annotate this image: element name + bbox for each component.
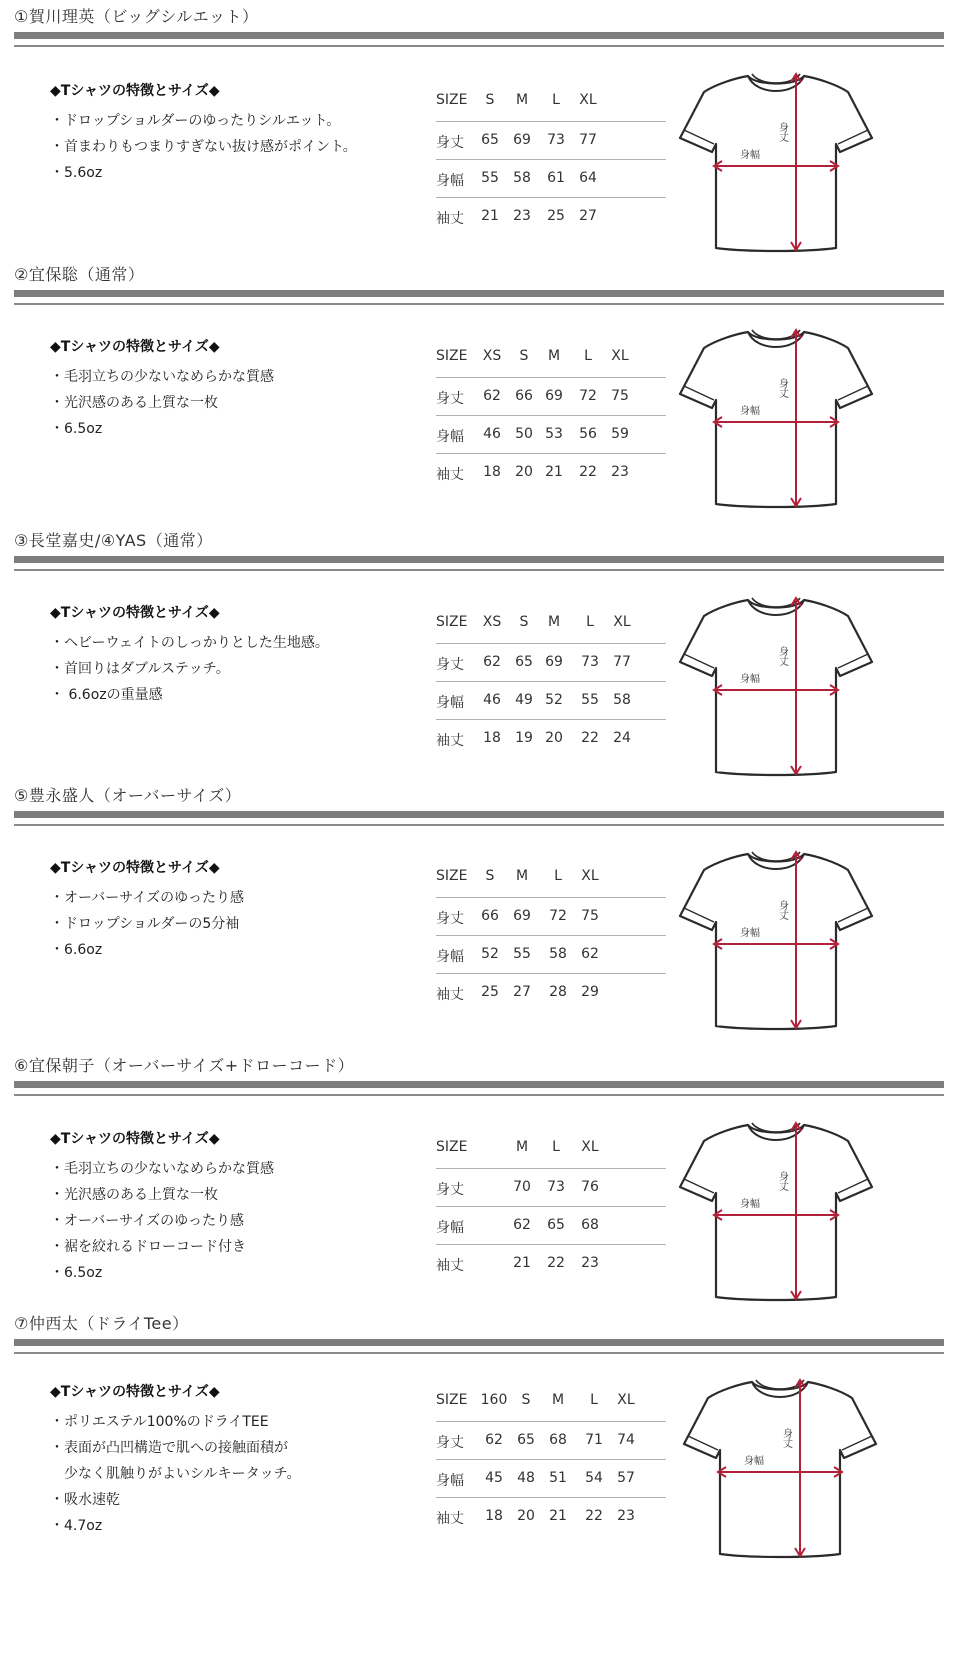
size-value-cell: 72 — [579, 388, 597, 404]
row-label: 身幅 — [436, 173, 464, 189]
row-label: 身丈 — [436, 1435, 464, 1451]
size-value-cell: 77 — [613, 654, 631, 670]
size-value-cell: 62 — [483, 654, 501, 670]
feature-item: ・表面が凸凹構造で肌への接触面積が — [50, 1440, 288, 1456]
size-value-cell: 55 — [581, 692, 599, 708]
tshirt-diagram — [676, 840, 876, 1050]
feature-item: ・光沢感のある上質な一枚 — [50, 1187, 218, 1203]
size-value-cell: 22 — [547, 1255, 565, 1271]
row-label: 袖丈 — [436, 987, 464, 1003]
size-table-header — [436, 1384, 666, 1422]
feature-item: ・ポリエステル100%のドライTEE — [50, 1414, 269, 1430]
size-header-cell: M — [515, 92, 529, 108]
tshirt-svg — [680, 1368, 880, 1578]
size-table-row — [436, 454, 666, 492]
features-heading: ◆Tシャツの特徴とサイズ◆ — [50, 1131, 220, 1147]
size-table — [436, 1384, 666, 1536]
length-label: 身丈 — [776, 378, 788, 398]
tshirt-outline — [680, 854, 872, 1029]
size-value-cell: 62 — [581, 946, 599, 962]
size-header-label: SIZE — [436, 92, 468, 108]
tshirt-svg — [676, 318, 876, 528]
size-table-row — [436, 682, 666, 720]
row-label: 袖丈 — [436, 1258, 464, 1274]
section-title: ⑤豊永盛人（オーバーサイズ） — [14, 786, 242, 805]
size-value-cell: 25 — [547, 208, 565, 224]
size-table-row — [436, 1460, 666, 1498]
size-table-header — [436, 860, 666, 898]
size-value-cell: 50 — [515, 426, 533, 442]
size-value-cell: 64 — [579, 170, 597, 186]
tshirt-outline — [684, 1382, 876, 1557]
row-label: 身幅 — [436, 1220, 464, 1236]
size-value-cell: 58 — [549, 946, 567, 962]
section-divider-thin — [14, 45, 944, 47]
length-label: 身丈 — [776, 646, 788, 666]
length-label: 身丈 — [780, 1428, 792, 1448]
size-value-cell: 54 — [585, 1470, 603, 1486]
size-table-row — [436, 1207, 666, 1245]
size-header-cell: S — [485, 868, 495, 884]
size-table-row — [436, 378, 666, 416]
size-header-cell: XL — [581, 868, 599, 884]
row-label: 身丈 — [436, 1182, 464, 1198]
section-divider-thin — [14, 1094, 944, 1096]
size-value-cell: 20 — [517, 1508, 535, 1524]
tshirt-diagram — [676, 62, 876, 272]
size-value-cell: 45 — [485, 1470, 503, 1486]
row-label: 袖丈 — [436, 1511, 464, 1527]
size-table-row — [436, 974, 666, 1012]
feature-item: ・毛羽立ちの少ないなめらかな質感 — [50, 369, 274, 385]
length-label: 身丈 — [776, 1171, 788, 1191]
size-value-cell: 58 — [613, 692, 631, 708]
width-label: 身幅 — [740, 150, 760, 161]
size-value-cell: 28 — [549, 984, 567, 1000]
width-label: 身幅 — [744, 1456, 764, 1467]
feature-item: ・首まわりもつまりすぎない抜け感がポイント。 — [50, 139, 357, 155]
size-header-cell: L — [586, 614, 594, 630]
size-header-cell: XL — [611, 348, 629, 364]
size-value-cell: 18 — [483, 730, 501, 746]
row-label: 身丈 — [436, 391, 464, 407]
size-value-cell: 53 — [545, 426, 563, 442]
size-table-header — [436, 340, 666, 378]
size-value-cell: 69 — [545, 388, 563, 404]
size-value-cell: 49 — [515, 692, 533, 708]
section-divider-thick — [14, 32, 944, 39]
size-value-cell: 23 — [611, 464, 629, 480]
size-table-row — [436, 160, 666, 198]
size-header-cell: M — [551, 1392, 565, 1408]
features-heading: ◆Tシャツの特徴とサイズ◆ — [50, 605, 220, 621]
section-divider-thick — [14, 1339, 944, 1346]
feature-item: ・4.7oz — [50, 1518, 103, 1534]
size-header-cell: XL — [579, 92, 597, 108]
size-header-cell: S — [519, 614, 529, 630]
size-value-cell: 66 — [515, 388, 533, 404]
row-label: 袖丈 — [436, 733, 464, 749]
features-list — [50, 855, 244, 963]
size-header-cell: XL — [613, 614, 631, 630]
size-table-row — [436, 416, 666, 454]
row-label: 袖丈 — [436, 211, 464, 227]
size-value-cell: 61 — [547, 170, 565, 186]
size-table-row — [436, 1498, 666, 1536]
feature-item: ・ドロップショルダーのゆったりシルエット。 — [50, 113, 341, 129]
size-table — [436, 84, 666, 236]
size-value-cell: 51 — [549, 1470, 567, 1486]
size-table-header — [436, 606, 666, 644]
section-divider-thin — [14, 303, 944, 305]
length-label: 身丈 — [776, 900, 788, 920]
row-label: 身幅 — [436, 695, 464, 711]
size-header-cell: XS — [482, 614, 502, 630]
size-value-cell: 19 — [515, 730, 533, 746]
section-divider-thick — [14, 556, 944, 563]
features-list — [50, 1379, 301, 1539]
size-value-cell: 62 — [485, 1432, 503, 1448]
width-label: 身幅 — [740, 406, 760, 417]
section-divider-thin — [14, 824, 944, 826]
features-list — [50, 334, 274, 442]
tshirt-svg — [676, 1111, 876, 1321]
size-header-cell: S — [519, 348, 529, 364]
feature-item: ・6.6oz — [50, 942, 103, 958]
size-value-cell: 58 — [513, 170, 531, 186]
size-value-cell: 55 — [481, 170, 499, 186]
size-table-row — [436, 720, 666, 758]
section-divider-thick — [14, 811, 944, 818]
size-value-cell: 25 — [481, 984, 499, 1000]
size-header-cell: L — [584, 348, 592, 364]
tshirt-diagram — [676, 586, 876, 796]
size-table — [436, 1131, 666, 1283]
size-value-cell: 52 — [481, 946, 499, 962]
size-header-cell: L — [552, 1139, 560, 1155]
tshirt-outline — [680, 76, 872, 251]
size-header-cell: 160 — [480, 1392, 508, 1408]
section-title: ③長堂嘉史/④YAS（通常） — [14, 531, 213, 550]
size-value-cell: 55 — [513, 946, 531, 962]
size-value-cell: 73 — [581, 654, 599, 670]
size-header-label: SIZE — [436, 1139, 468, 1155]
features-list — [50, 600, 329, 708]
features-heading: ◆Tシャツの特徴とサイズ◆ — [50, 83, 220, 99]
size-value-cell: 65 — [517, 1432, 535, 1448]
size-value-cell: 52 — [545, 692, 563, 708]
tshirt-diagram — [680, 1368, 880, 1578]
size-value-cell: 59 — [611, 426, 629, 442]
size-value-cell: 24 — [613, 730, 631, 746]
length-label: 身丈 — [776, 122, 788, 142]
feature-item: ・光沢感のある上質な一枚 — [50, 395, 218, 411]
size-header-cell: L — [552, 92, 560, 108]
size-value-cell: 65 — [481, 132, 499, 148]
section-title: ⑦仲西太（ドライTee） — [14, 1314, 189, 1333]
row-label: 身丈 — [436, 657, 464, 673]
feature-item: ・裾を絞れるドローコード付き — [50, 1239, 246, 1255]
feature-item: ・毛羽立ちの少ないなめらかな質感 — [50, 1161, 274, 1177]
size-value-cell: 27 — [579, 208, 597, 224]
size-value-cell: 69 — [513, 132, 531, 148]
size-value-cell: 23 — [617, 1508, 635, 1524]
tshirt-outline — [680, 332, 872, 507]
size-header-label: SIZE — [436, 348, 468, 364]
features-list — [50, 78, 357, 186]
size-value-cell: 48 — [517, 1470, 535, 1486]
size-value-cell: 62 — [483, 388, 501, 404]
size-value-cell: 27 — [513, 984, 531, 1000]
tshirt-outline — [680, 1125, 872, 1300]
size-value-cell: 74 — [617, 1432, 635, 1448]
size-value-cell: 46 — [483, 426, 501, 442]
feature-item: ・オーバーサイズのゆったり感 — [50, 890, 245, 906]
features-heading: ◆Tシャツの特徴とサイズ◆ — [50, 860, 220, 876]
size-value-cell: 71 — [585, 1432, 603, 1448]
row-label: 袖丈 — [436, 467, 464, 483]
size-table-row — [436, 898, 666, 936]
section-title: ②宜保聡（通常） — [14, 265, 145, 284]
size-table-row — [436, 1245, 666, 1283]
size-value-cell: 65 — [547, 1217, 565, 1233]
feature-item: ・5.6oz — [50, 165, 103, 181]
row-label: 身丈 — [436, 911, 464, 927]
size-value-cell: 22 — [581, 730, 599, 746]
size-table-header — [436, 84, 666, 122]
size-header-label: SIZE — [436, 1392, 468, 1408]
size-table-row — [436, 1422, 666, 1460]
tshirt-diagram — [676, 1111, 876, 1321]
features-heading: ◆Tシャツの特徴とサイズ◆ — [50, 1384, 220, 1400]
size-table-header — [436, 1131, 666, 1169]
feature-item: ・オーバーサイズのゆったり感 — [50, 1213, 245, 1229]
size-value-cell: 18 — [483, 464, 501, 480]
size-value-cell: 73 — [547, 1179, 565, 1195]
width-label: 身幅 — [740, 674, 760, 685]
feature-item: ・ヘビーウェイトのしっかりとした生地感。 — [50, 635, 329, 651]
size-value-cell: 77 — [579, 132, 597, 148]
size-header-cell: XL — [617, 1392, 635, 1408]
size-table-row — [436, 122, 666, 160]
tshirt-svg — [676, 840, 876, 1050]
size-header-label: SIZE — [436, 614, 468, 630]
size-table-row — [436, 936, 666, 974]
size-header-cell: S — [521, 1392, 531, 1408]
size-value-cell: 21 — [545, 464, 563, 480]
size-value-cell: 29 — [581, 984, 599, 1000]
section-title: ⑥宜保朝子（オーバーサイズ+ドローコード） — [14, 1056, 355, 1075]
row-label: 身幅 — [436, 429, 464, 445]
width-label: 身幅 — [740, 928, 760, 939]
size-value-cell: 22 — [579, 464, 597, 480]
tshirt-diagram — [676, 318, 876, 528]
width-label: 身幅 — [740, 1199, 760, 1210]
feature-item: ・ドロップショルダーの5分袖 — [50, 916, 240, 932]
size-value-cell: 75 — [581, 908, 599, 924]
feature-item: 少なく肌触りがよいシルキータッチ。 — [50, 1466, 301, 1482]
feature-item: ・吸水速乾 — [50, 1492, 120, 1508]
size-table — [436, 606, 666, 758]
section-divider-thick — [14, 1081, 944, 1088]
size-value-cell: 20 — [515, 464, 533, 480]
size-value-cell: 62 — [513, 1217, 531, 1233]
size-value-cell: 76 — [581, 1179, 599, 1195]
size-table-row — [436, 198, 666, 236]
size-header-cell: XL — [581, 1139, 599, 1155]
feature-item: ・首回りはダブルステッチ。 — [50, 661, 230, 677]
size-value-cell: 72 — [549, 908, 567, 924]
size-value-cell: 21 — [549, 1508, 567, 1524]
size-value-cell: 23 — [581, 1255, 599, 1271]
size-header-cell: S — [485, 92, 495, 108]
size-value-cell: 18 — [485, 1508, 503, 1524]
size-header-cell: L — [554, 868, 562, 884]
feature-item: ・6.5oz — [50, 421, 103, 437]
row-label: 身幅 — [436, 949, 464, 965]
size-header-cell: M — [515, 868, 529, 884]
features-heading: ◆Tシャツの特徴とサイズ◆ — [50, 339, 220, 355]
size-value-cell: 68 — [549, 1432, 567, 1448]
size-value-cell: 75 — [611, 388, 629, 404]
size-header-label: SIZE — [436, 868, 468, 884]
size-table — [436, 340, 666, 492]
size-table-row — [436, 644, 666, 682]
size-header-cell: M — [547, 348, 561, 364]
size-value-cell: 56 — [579, 426, 597, 442]
section-divider-thin — [14, 1352, 944, 1354]
feature-item: ・6.5oz — [50, 1265, 103, 1281]
size-table — [436, 860, 666, 1012]
size-value-cell: 70 — [513, 1179, 531, 1195]
feature-item: ・ 6.6ozの重量感 — [50, 687, 163, 703]
tshirt-outline — [680, 600, 872, 775]
size-value-cell: 22 — [585, 1508, 603, 1524]
section-divider-thick — [14, 290, 944, 297]
size-table-row — [436, 1169, 666, 1207]
size-value-cell: 57 — [617, 1470, 635, 1486]
size-value-cell: 69 — [513, 908, 531, 924]
size-value-cell: 21 — [513, 1255, 531, 1271]
size-value-cell: 21 — [481, 208, 499, 224]
size-value-cell: 46 — [483, 692, 501, 708]
size-value-cell: 69 — [545, 654, 563, 670]
row-label: 身幅 — [436, 1473, 464, 1489]
row-label: 身丈 — [436, 135, 464, 151]
size-header-cell: M — [515, 1139, 529, 1155]
size-value-cell: 65 — [515, 654, 533, 670]
tshirt-svg — [676, 62, 876, 272]
size-value-cell: 68 — [581, 1217, 599, 1233]
size-value-cell: 23 — [513, 208, 531, 224]
size-header-cell: XS — [482, 348, 502, 364]
size-header-cell: M — [547, 614, 561, 630]
size-value-cell: 20 — [545, 730, 563, 746]
section-divider-thin — [14, 569, 944, 571]
tshirt-svg — [676, 586, 876, 796]
size-value-cell: 66 — [481, 908, 499, 924]
section-title: ①賀川理英（ビッグシルエット） — [14, 7, 259, 26]
size-value-cell: 73 — [547, 132, 565, 148]
size-header-cell: L — [590, 1392, 598, 1408]
features-list — [50, 1126, 274, 1286]
